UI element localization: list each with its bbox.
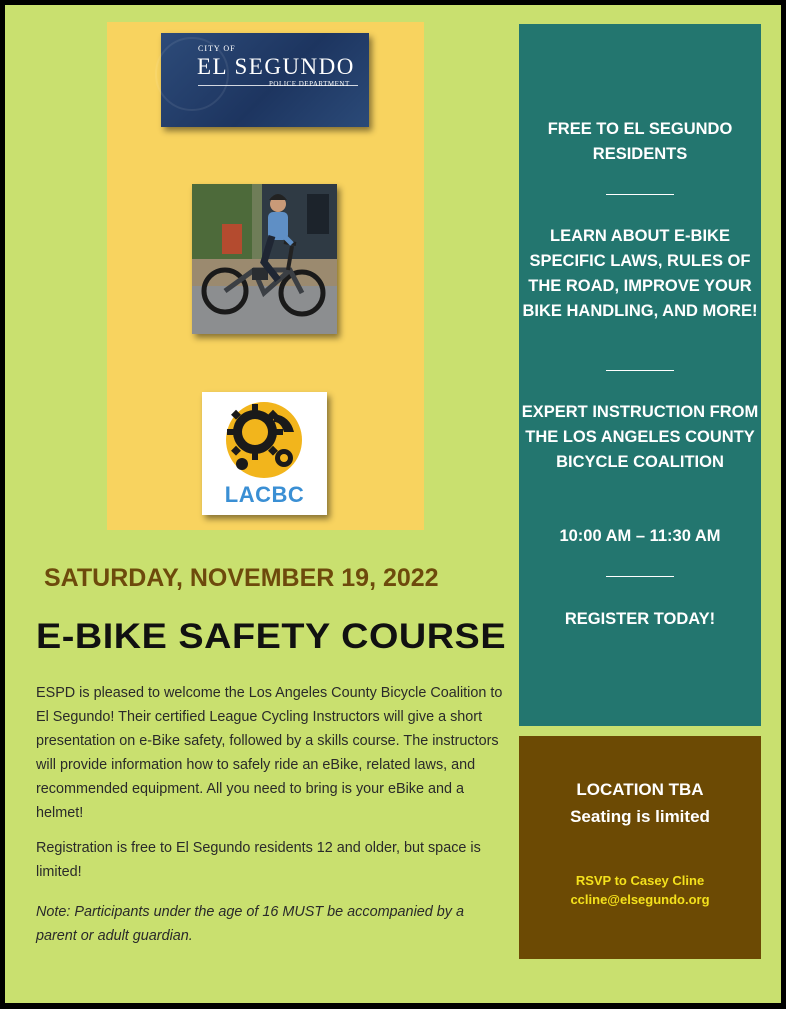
logo-department-label: POLICE DEPARTMENT <box>269 80 350 88</box>
logo-city-label: CITY OF <box>198 44 236 53</box>
description-paragraph: ESPD is pleased to welcome the Los Angeles County Bicycle Coalition to El Segundo! Their certified League Cycling Instructors will give a short presentation on e-Bike safety, followed by a skills course. The instructors will provide information how to safely ride an eBike, related laws, and recommended equipment. All you need to bring is your eBike and a helmet! <box>36 685 503 821</box>
rsvp-contact: RSVP to Casey Cline <box>575 873 705 888</box>
lacbc-gear-icon <box>202 392 327 487</box>
rsvp-block <box>519 871 761 909</box>
learn-about-text: LEARN ABOUT E-BIKE SPECIFIC LAWS, RULES OF THE ROAD, IMPROVE YOUR BIKE HANDLING, AND MORE! <box>522 227 758 320</box>
seating-note: Seating is limited <box>570 807 710 826</box>
el-segundo-police-logo <box>161 33 369 127</box>
lacbc-logo <box>202 392 327 515</box>
age-note: Note: Participants under the age of 16 MUST be accompanied by a parent or adult guardian. <box>36 904 464 944</box>
register-today: REGISTER TODAY! <box>564 610 716 628</box>
registration-paragraph: Registration is free to El Segundo residents 12 and older, but space is limited! <box>36 840 481 880</box>
event-date: SATURDAY, NOVEMBER 19, 2022 <box>44 564 439 592</box>
info-sidebar <box>519 24 761 726</box>
sidebar-divider <box>606 370 674 371</box>
sidebar-divider <box>606 194 674 195</box>
ebike-rider-illustration <box>192 184 337 334</box>
free-for-residents: FREE TO EL SEGUNDO RESIDENTS <box>547 120 733 163</box>
rsvp-email[interactable]: ccline@elsegundo.org <box>570 892 710 907</box>
expert-instruction-text: EXPERT INSTRUCTION FROM THE LOS ANGELES COUNTY BICYCLE COALITION <box>521 403 759 471</box>
lacbc-logo-text: LACBC <box>224 482 305 507</box>
event-title: E-BIKE SAFETY COURSE <box>36 617 507 656</box>
ebike-rider-photo <box>192 184 337 334</box>
location-title: LOCATION TBA <box>576 780 704 799</box>
event-time: 10:00 AM – 11:30 AM <box>559 527 721 545</box>
location-panel <box>519 736 761 959</box>
sidebar-divider <box>606 576 674 577</box>
logo-city-name: EL SEGUNDO <box>197 54 355 79</box>
